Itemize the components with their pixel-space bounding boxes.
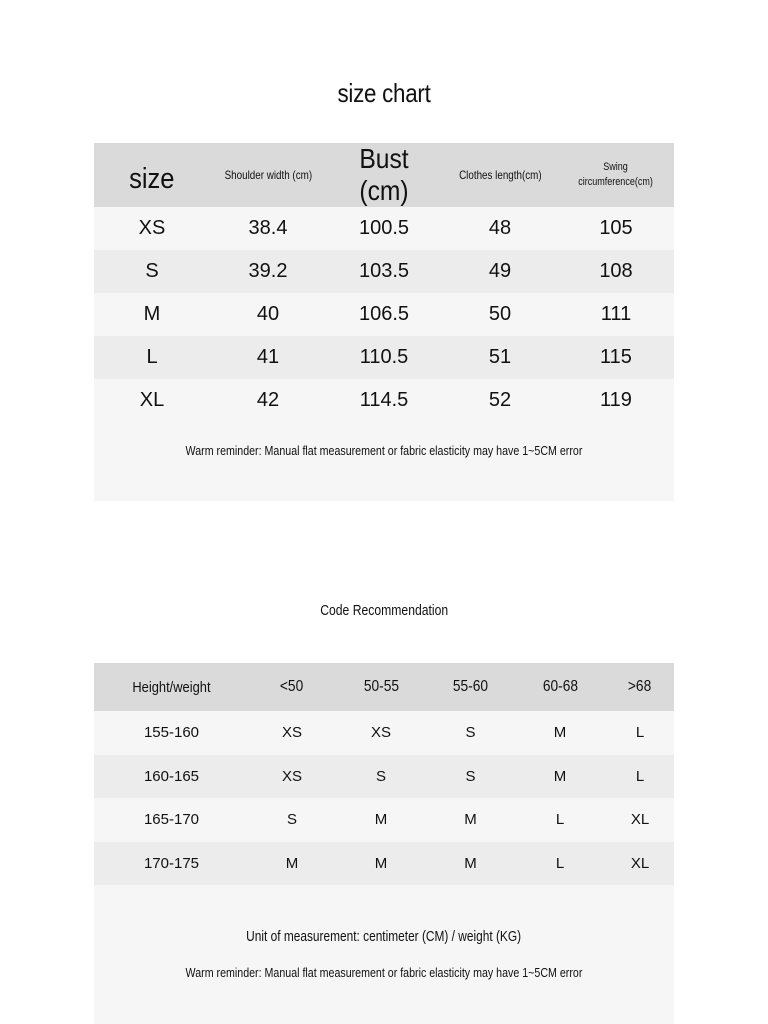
recommendation-panel xyxy=(94,663,674,1024)
size-cell: XS xyxy=(138,217,166,239)
size-row xyxy=(94,336,674,379)
recommendation-cell: L xyxy=(555,811,565,829)
recommendation-cell: M xyxy=(374,811,388,829)
recommendation-header-cell: Height/weight xyxy=(132,678,211,696)
recommendation-cell: M xyxy=(374,854,388,872)
size-cell: 48 xyxy=(488,217,512,239)
size-cell: XL xyxy=(139,389,165,411)
size-cell: 42 xyxy=(256,389,280,411)
recommendation-cell: XS xyxy=(281,767,302,785)
size-chart-title: size chart xyxy=(337,78,431,108)
recommendation-cell: M xyxy=(553,724,567,742)
size-cell: 119 xyxy=(600,389,632,411)
recommendation-cell: S xyxy=(465,767,476,785)
size-cell: 39.2 xyxy=(248,260,288,282)
size-cell: 50 xyxy=(488,303,512,325)
recommendation-cell: 165-170 xyxy=(143,811,200,829)
header-size: size xyxy=(129,162,175,195)
recommendation-cell: XL xyxy=(630,854,650,872)
header-shoulder-width: Shoulder width (cm) xyxy=(224,168,312,182)
size-cell: 111 xyxy=(600,303,632,325)
size-cell: 49 xyxy=(488,260,512,282)
recommendation-cell: S xyxy=(465,724,476,742)
size-row xyxy=(94,250,674,293)
recommendation-cell: M xyxy=(553,767,567,785)
recommendation-cell: 155-160 xyxy=(143,724,200,742)
recommendation-cell: M xyxy=(464,854,477,872)
size-cell: S xyxy=(145,260,159,282)
size-cell: 38.4 xyxy=(248,217,288,239)
size-row xyxy=(94,207,674,250)
recommendation-cell: S xyxy=(286,811,297,829)
recommendation-cell: 170-175 xyxy=(143,854,200,872)
size-cell: 115 xyxy=(600,346,632,368)
size-cell: 114.5 xyxy=(359,389,409,411)
code-recommendation-title: Code Recommendation xyxy=(320,603,448,619)
size-cell: 41 xyxy=(256,346,280,368)
recommendation-header-cell: 50-55 xyxy=(363,678,399,695)
size-cell: 110.5 xyxy=(359,346,409,368)
size-cell: 108 xyxy=(599,260,633,282)
recommendation-cell: XS xyxy=(281,724,302,742)
header-clothes-length: Clothes length(cm) xyxy=(458,168,542,182)
unit-of-measurement-note: Unit of measurement: centimeter (CM) / weight (KG) xyxy=(246,929,522,945)
recommendation-row xyxy=(94,711,674,755)
size-chart-panel xyxy=(94,143,674,501)
recommendation-cell: XS xyxy=(370,724,391,742)
recommendation-cell: XL xyxy=(630,811,650,829)
size-cell: L xyxy=(146,346,158,368)
size-chart-warm-reminder: Warm reminder: Manual flat measurement or fabric elasticity may have 1~5CM error xyxy=(185,443,583,458)
size-cell: 51 xyxy=(488,346,512,368)
recommendation-cell: 160-165 xyxy=(143,767,200,785)
recommendation-row xyxy=(94,798,674,842)
size-chart-header-row xyxy=(94,143,674,207)
header-swing-circumference: Swing circumference(cm) xyxy=(578,161,654,188)
recommendation-header-cell: <50 xyxy=(280,678,304,695)
size-row xyxy=(94,293,674,336)
recommendation-header-row xyxy=(94,663,674,711)
size-cell: 52 xyxy=(488,389,512,411)
size-cell: M xyxy=(143,303,161,325)
recommendation-cell: L xyxy=(635,724,645,742)
recommendation-cell: M xyxy=(464,811,477,829)
size-cell: 105 xyxy=(599,217,633,239)
recommendation-cell: S xyxy=(375,767,386,785)
size-chart-table xyxy=(94,143,674,422)
recommendation-cell: L xyxy=(635,767,645,785)
size-cell: 106.5 xyxy=(358,303,410,325)
size-cell: 100.5 xyxy=(358,217,410,239)
recommendation-header-cell: 60-68 xyxy=(542,678,578,695)
recommendation-cell: L xyxy=(555,854,565,872)
recommendation-table xyxy=(94,663,674,885)
recommendation-cell: M xyxy=(285,854,299,872)
size-cell: 103.5 xyxy=(358,260,410,282)
size-cell: 40 xyxy=(256,303,280,325)
size-row xyxy=(94,379,674,422)
recommendation-row xyxy=(94,755,674,799)
recommendation-header-cell: >68 xyxy=(628,678,652,695)
recommendation-warm-reminder: Warm reminder: Manual flat measurement or fabric elasticity may have 1~5CM error xyxy=(185,965,583,980)
header-bust: Bust (cm) xyxy=(359,143,409,206)
recommendation-row xyxy=(94,842,674,886)
recommendation-header-cell: 55-60 xyxy=(452,678,489,695)
